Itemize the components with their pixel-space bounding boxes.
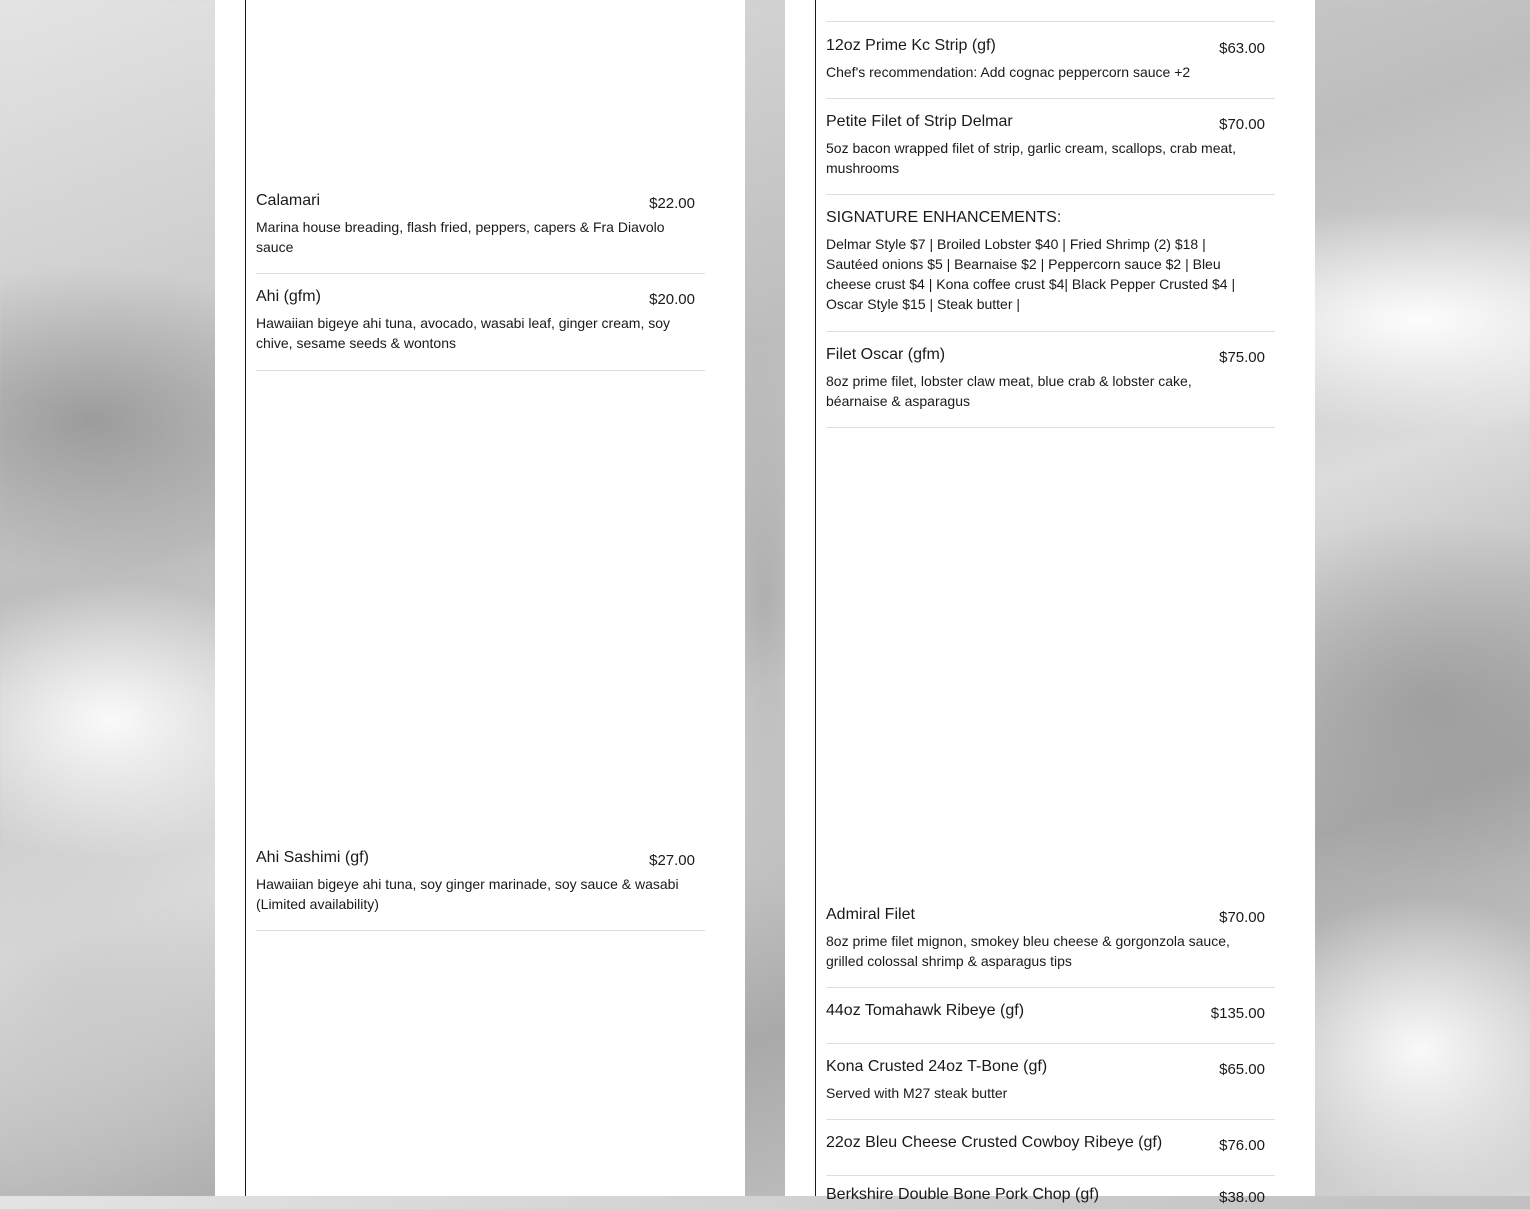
menu-item-description: Hawaiian bigeye ahi tuna, soy ginger marinade, soy sauce & wasabi (Limited availability) xyxy=(256,876,679,912)
menu-item xyxy=(826,344,1275,428)
menu-item-description: Chef's recommendation: Add cognac peppercorn sauce +2 xyxy=(826,64,1191,80)
menu-item xyxy=(256,847,705,931)
menu-item-price: $76.00 xyxy=(1219,1137,1265,1154)
menu-item-name: 12oz Prime Kc Strip (gf) xyxy=(826,37,996,54)
menu-item xyxy=(826,1184,1275,1206)
menu-item-price: $65.00 xyxy=(1219,1061,1265,1078)
enhancements-list: Delmar Style $7 | Broiled Lobster $40 | Fried Shrimp (2) $18 | Sautéed onions $5 | Bearnaise $2 | Peppercorn sauce $2 | Bleu cheese crust $4 | Kona coffee crust $4| Black Pepper Crusted $4 | Oscar Style $15 | Steak butter | xyxy=(826,236,1236,312)
menu-item-price: $38.00 xyxy=(1219,1189,1265,1206)
menu-item xyxy=(826,904,1275,988)
menu-item-name: 22oz Bleu Cheese Crusted Cowboy Ribeye (gf) xyxy=(826,1134,1163,1151)
menu-item-description: Served with M27 steak butter xyxy=(826,1085,1008,1101)
menu-item-name: Kona Crusted 24oz T-Bone (gf) xyxy=(826,1058,1048,1075)
menu-item-price: $27.00 xyxy=(649,852,695,869)
menu-item-description: Hawaiian bigeye ahi tuna, avocado, wasabi leaf, ginger cream, soy chive, sesame seeds & wontons xyxy=(256,315,671,351)
menu-item-name: 44oz Tomahawk Ribeye (gf) xyxy=(826,1002,1025,1019)
menu-item xyxy=(256,190,705,274)
menu-item xyxy=(826,1000,1275,1044)
menu-item-price: $70.00 xyxy=(1219,116,1265,133)
menu-item xyxy=(826,111,1275,195)
panel-border-line xyxy=(245,0,246,1196)
menu-item-price: $75.00 xyxy=(1219,349,1265,366)
menu-item-description: 8oz prime filet mignon, smokey bleu cheese & gorgonzola sauce, grilled colossal shrimp & asparagus tips xyxy=(826,933,1230,969)
menu-item xyxy=(826,1132,1275,1176)
menu-item-description: Marina house breading, flash fried, peppers, capers & Fra Diavolo sauce xyxy=(256,219,665,255)
menu-item xyxy=(826,1056,1275,1120)
menu-item-description: 8oz prime filet, lobster claw meat, blue crab & lobster cake, béarnaise & asparagus xyxy=(826,373,1192,409)
menu-item xyxy=(256,286,705,371)
menu-item-price: $70.00 xyxy=(1219,909,1265,926)
menu-item-price: $22.00 xyxy=(649,195,695,212)
menu-item-price: $20.00 xyxy=(649,291,695,308)
menu-panel-right xyxy=(785,0,1315,1206)
menu-panel-left xyxy=(215,0,745,1196)
menu-item-name: Filet Oscar (gfm) xyxy=(826,346,946,363)
menu-item-price: $135.00 xyxy=(1210,1005,1265,1022)
menu-item-name: Petite Filet of Strip Delmar xyxy=(826,113,1013,130)
section-heading: SIGNATURE ENHANCEMENTS: xyxy=(826,209,1062,226)
menu-item-name: Ahi (gfm) xyxy=(256,288,321,305)
menu-item-description: 5oz bacon wrapped filet of strip, garlic cream, scallops, crab meat, mushrooms xyxy=(826,140,1237,176)
panel-border-line xyxy=(815,0,816,1196)
signature-enhancements xyxy=(826,207,1275,332)
menu-item-name: Calamari xyxy=(256,192,321,209)
menu-item-price: $63.00 xyxy=(1219,40,1265,57)
menu-item xyxy=(826,35,1275,99)
menu-item-name: Berkshire Double Bone Pork Chop (gf) xyxy=(826,1186,1100,1203)
menu-item-name: Admiral Filet xyxy=(826,906,915,923)
menu-item-name: Ahi Sashimi (gf) xyxy=(256,849,369,866)
menu-item-partial xyxy=(826,0,1275,22)
